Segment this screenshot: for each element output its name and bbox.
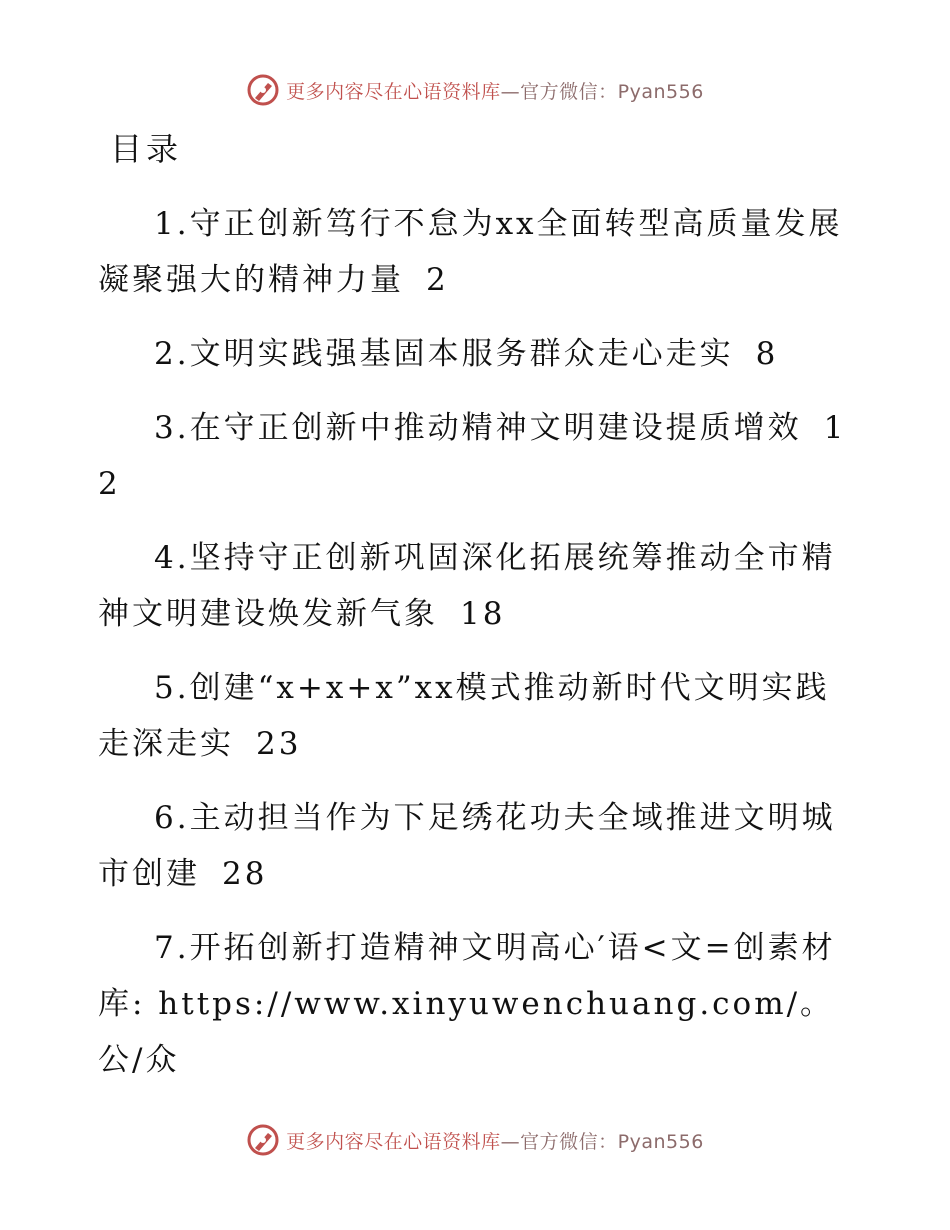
- toc-page-number: 28: [222, 856, 268, 892]
- toc-entry-text: 1.守正创新笃行不怠为xx全面转型高质量发展凝聚强大的精神力量: [98, 206, 843, 298]
- toc-entry-text: 7.开拓创新打造精神文明高心′语<文=创素材库: https://www.xinyuwenchuang.com/。公/众: [98, 930, 836, 1078]
- toc-entry-text: 6.主动担当作为下足绣花功夫全域推进文明城市创建: [98, 800, 836, 892]
- toc-entry-7[interactable]: [98, 920, 858, 1088]
- toc-entry-text: 5.创建“x+x+x”xx模式推动新时代文明实践走深走实: [98, 670, 830, 762]
- toc-page-number: 2: [426, 262, 449, 298]
- toc-entry-3[interactable]: [98, 400, 858, 512]
- toc-page-number: 8: [755, 336, 779, 372]
- toc-entry-4[interactable]: [98, 530, 858, 642]
- toc-entry-text: 2.文明实践强基固本服务群众走心走实: [154, 336, 734, 372]
- toc-page-number: 23: [256, 726, 302, 762]
- footer-banner: [0, 1120, 950, 1160]
- toc-list: [98, 196, 858, 1106]
- toc-entry-text: 4.坚持守正创新巩固深化拓展统筹推动全市精神文明建设焕发新气象: [98, 540, 836, 632]
- banner-text: 更多内容尽在心语资料库—官方微信：Pyan556: [286, 80, 704, 103]
- toc-entry-5[interactable]: [98, 660, 858, 772]
- toc-page-number: 12: [98, 410, 847, 502]
- toc-entry-text: 3.在守正创新中推动精神文明建设提质增效: [154, 410, 802, 446]
- pen-logo-icon: [246, 1123, 280, 1157]
- toc-entry-2[interactable]: [98, 326, 858, 382]
- toc-title: 目录: [110, 130, 183, 168]
- header-banner: [0, 70, 950, 110]
- toc-entry-1[interactable]: [98, 196, 858, 308]
- toc-entry-6[interactable]: [98, 790, 858, 902]
- pen-logo-icon: [246, 73, 280, 107]
- banner-text: 更多内容尽在心语资料库—官方微信：Pyan556: [286, 1130, 704, 1153]
- toc-page-number: 18: [460, 596, 506, 632]
